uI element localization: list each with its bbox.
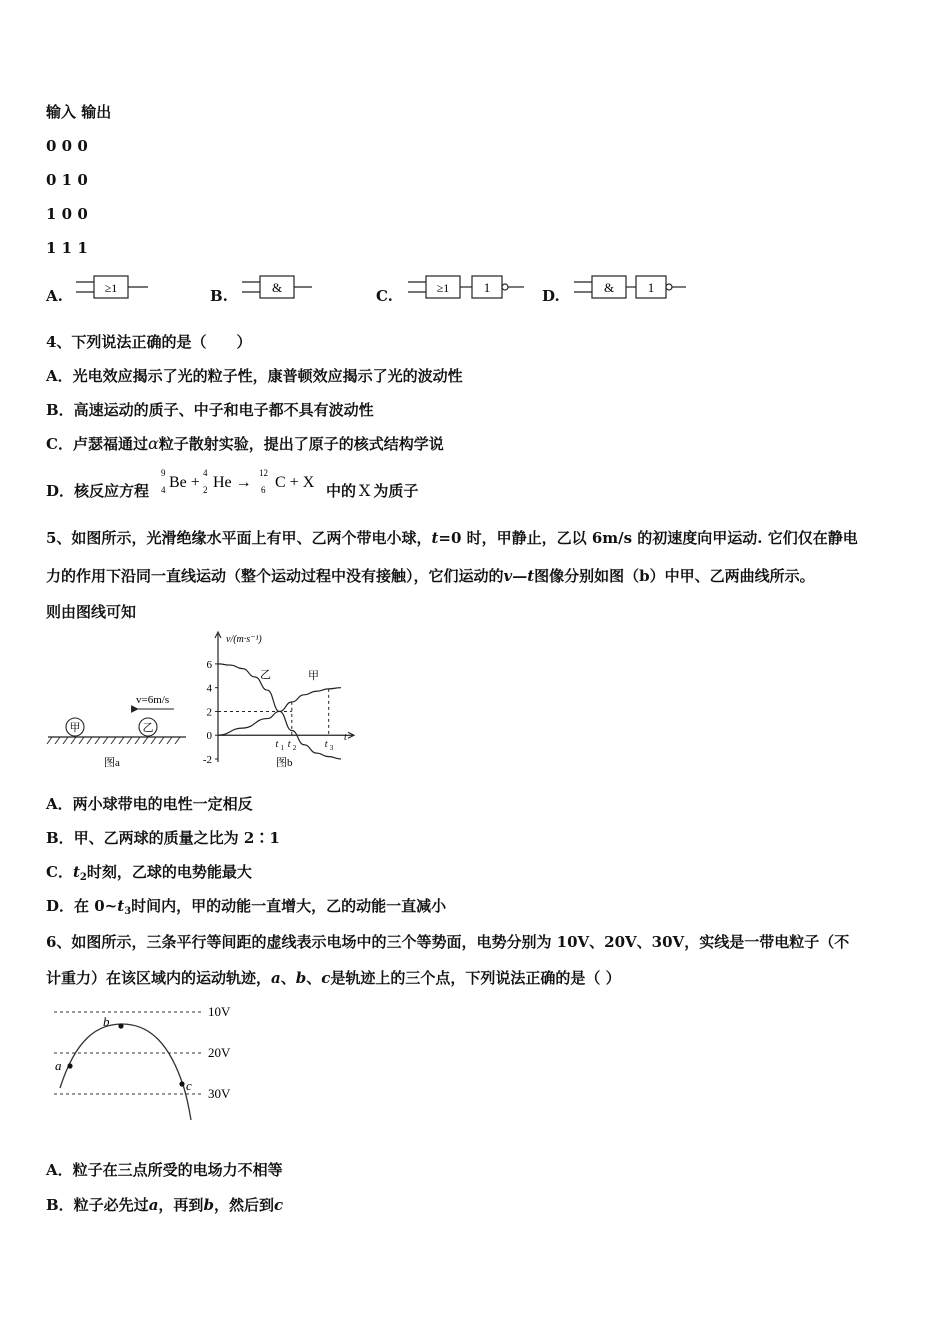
q6-b-pre: B．粒子必先过 (46, 1196, 149, 1214)
q5-d-sub: 3 (124, 906, 132, 917)
time-marker-label: t (287, 739, 291, 751)
be-atomic-number: 4 (161, 485, 166, 495)
q6-option-b[interactable] (46, 1195, 283, 1215)
truth-table-header: 输入 输出 (46, 103, 112, 121)
q5-line-2 (46, 566, 815, 586)
ball-jia-label: 甲 (69, 722, 81, 734)
q6-l2-c1: c (321, 969, 331, 987)
q5-option-d[interactable] (46, 896, 446, 922)
gate-c-label-1: ≥1 (436, 281, 450, 295)
q5-option-b[interactable]: B．甲、乙两球的质量之比为 2∶1 (46, 829, 280, 847)
c-symbol: C + X (275, 474, 315, 491)
chart-ylabel: v/(m·s⁻¹) (226, 634, 262, 645)
q5-c-sub: 2 (79, 872, 87, 883)
gate-d-label-1: & (603, 280, 615, 295)
time-marker-subscript: 1 (280, 744, 284, 753)
q4-stem: 4、下列说法正确的是（ ） (46, 333, 252, 351)
q6-l2-a: 计重力）在该区域内的运动轨迹， (46, 969, 272, 987)
q5-d-post: 时间内，甲的动能一直增大，乙的动能一直减小 (131, 897, 447, 915)
q5-l2-b: 图像分别如图（b）中甲、乙两曲线所示。 (534, 567, 815, 585)
q6-l2-b1: b (295, 969, 307, 987)
series-yi-label: 乙 (260, 669, 271, 681)
q4-c-pre: C．卢瑟福通过 (46, 435, 148, 453)
q6-l2-s1: 、 (280, 969, 296, 987)
potential-10v: 10V (208, 1004, 231, 1019)
q4-d-end: 为质子 (373, 482, 419, 500)
q4-d-zhongde: 中的 (326, 482, 357, 500)
nuclear-equation (158, 466, 326, 498)
q4-option-d-pre[interactable]: D．核反应方程 (46, 482, 150, 500)
q5-l2-vt: v—t (503, 567, 535, 585)
be-symbol: Be + (169, 474, 200, 491)
ground-hatching (47, 737, 180, 744)
y-tick-label: 0 (206, 730, 212, 743)
gate-diagram-c (404, 272, 534, 302)
q4-option-c[interactable] (46, 434, 444, 454)
y-tick-label: -2 (202, 754, 212, 766)
y-tick-label: 4 (206, 682, 212, 695)
q5-option-a[interactable]: A．两小球带电的电性一定相反 (46, 795, 253, 813)
c-mass-number: 12 (259, 468, 268, 478)
he-symbol: He → (213, 474, 252, 491)
y-tick-label: 6 (206, 658, 212, 671)
gate-diagram-a (72, 272, 152, 302)
truth-table-row-4: 1 1 1 (46, 239, 88, 257)
time-marker-subscript: 3 (329, 744, 334, 753)
particle-trajectory (60, 1024, 191, 1120)
figure-a (44, 684, 189, 774)
he-atomic-number: 2 (203, 485, 208, 495)
series-jia-label: 甲 (308, 670, 319, 682)
q5-l2-a: 力的作用下沿同一直线运动（整个运动过程中没有接触），它们运动的 (46, 567, 504, 585)
q6-l2-b: 是轨迹上的三个点，下列说法正确的是（ ） (330, 969, 621, 987)
option-c-letter[interactable]: C. (376, 287, 393, 305)
gate-b-label: & (271, 280, 283, 295)
q5-line-3: 则由图线可知 (46, 603, 137, 621)
q6-option-a[interactable]: A．粒子在三点所受的电场力不相等 (46, 1161, 283, 1179)
gate-a-label: ≥1 (104, 281, 118, 295)
vt-chart (196, 628, 366, 773)
chart-title: 图b (276, 757, 293, 769)
label-c: c (186, 1078, 192, 1093)
point-c (179, 1081, 184, 1086)
q5-l1-t: t (431, 529, 439, 547)
figure-a-caption: 图a (104, 757, 120, 769)
velocity-label: v=6m/s (136, 694, 170, 706)
be-mass-number: 9 (161, 468, 166, 478)
q5-d-pre: D．在 0~ (46, 897, 118, 915)
label-a: a (55, 1058, 62, 1073)
q6-line-1: 6、如图所示，三条平行等间距的虚线表示电场中的三个等势面，电势分别为 10V、20V、30V，实线是一带电粒子（不 (46, 933, 850, 951)
q6-l2-s2: 、 (306, 969, 322, 987)
q4-option-b[interactable]: B．高速运动的质子、中子和电子都不具有波动性 (46, 401, 374, 419)
time-marker-label: t (275, 739, 279, 751)
equipotential-figure (46, 1000, 256, 1125)
y-tick-label: 2 (206, 706, 212, 719)
q5-l1-a: 5、如图所示，光滑绝缘水平面上有甲、乙两个带电小球， (46, 529, 432, 547)
gate-diagram-d (570, 272, 700, 302)
q5-l1-b: =0 时，甲静止，乙以 6m/s 的初速度向甲运动. 它们仅在静电 (438, 529, 858, 547)
gate-d-label-2: 1 (647, 280, 655, 295)
potential-30v: 30V (208, 1086, 231, 1101)
q6-b-b: b (203, 1196, 214, 1214)
gate-diagram-b (238, 272, 318, 302)
q5-c-pre: C． (46, 863, 73, 881)
time-marker-label: t (324, 739, 328, 751)
q5-line-1 (46, 528, 858, 548)
point-b (118, 1023, 123, 1028)
gate-c-label-2: 1 (483, 280, 491, 295)
option-d-letter[interactable]: D. (542, 287, 560, 305)
he-mass-number: 4 (203, 468, 208, 478)
q5-c-post: 时刻，乙球的电势能最大 (86, 863, 252, 881)
label-b: b (103, 1014, 110, 1029)
truth-table-row-1: 0 0 0 (46, 137, 88, 155)
q4-option-a[interactable]: A．光电效应揭示了光的粒子性，康普顿效应揭示了光的波动性 (46, 367, 463, 385)
q5-c-t: t (72, 863, 80, 881)
option-b-letter[interactable]: B. (210, 287, 228, 305)
q6-b-c: c (273, 1196, 284, 1214)
ball-yi-label: 乙 (142, 722, 154, 734)
potential-20v: 20V (208, 1045, 231, 1060)
q4-c-post: 粒子散射实验，提出了原子的核式结构学说 (158, 435, 444, 453)
q6-b-mid: ，再到 (158, 1196, 204, 1214)
chart-xlabel: t (344, 732, 347, 743)
c-atomic-number: 6 (261, 485, 266, 495)
q4-option-d-post (326, 481, 418, 501)
alpha-symbol: α (147, 434, 159, 453)
q5-option-c[interactable] (46, 862, 252, 888)
time-marker-subscript: 2 (292, 744, 297, 753)
q6-b-mid2: ，然后到 (213, 1196, 274, 1214)
q6-line-2 (46, 968, 621, 988)
q6-l2-a1: a (271, 969, 281, 987)
q5-d-t: t (117, 897, 125, 915)
truth-table-row-2: 0 1 0 (46, 171, 88, 189)
q6-b-a: a (148, 1196, 159, 1214)
truth-table-row-3: 1 0 0 (46, 205, 88, 223)
point-a (67, 1063, 72, 1068)
option-a-letter[interactable]: A. (46, 287, 63, 305)
q4-d-x: X (359, 481, 371, 500)
